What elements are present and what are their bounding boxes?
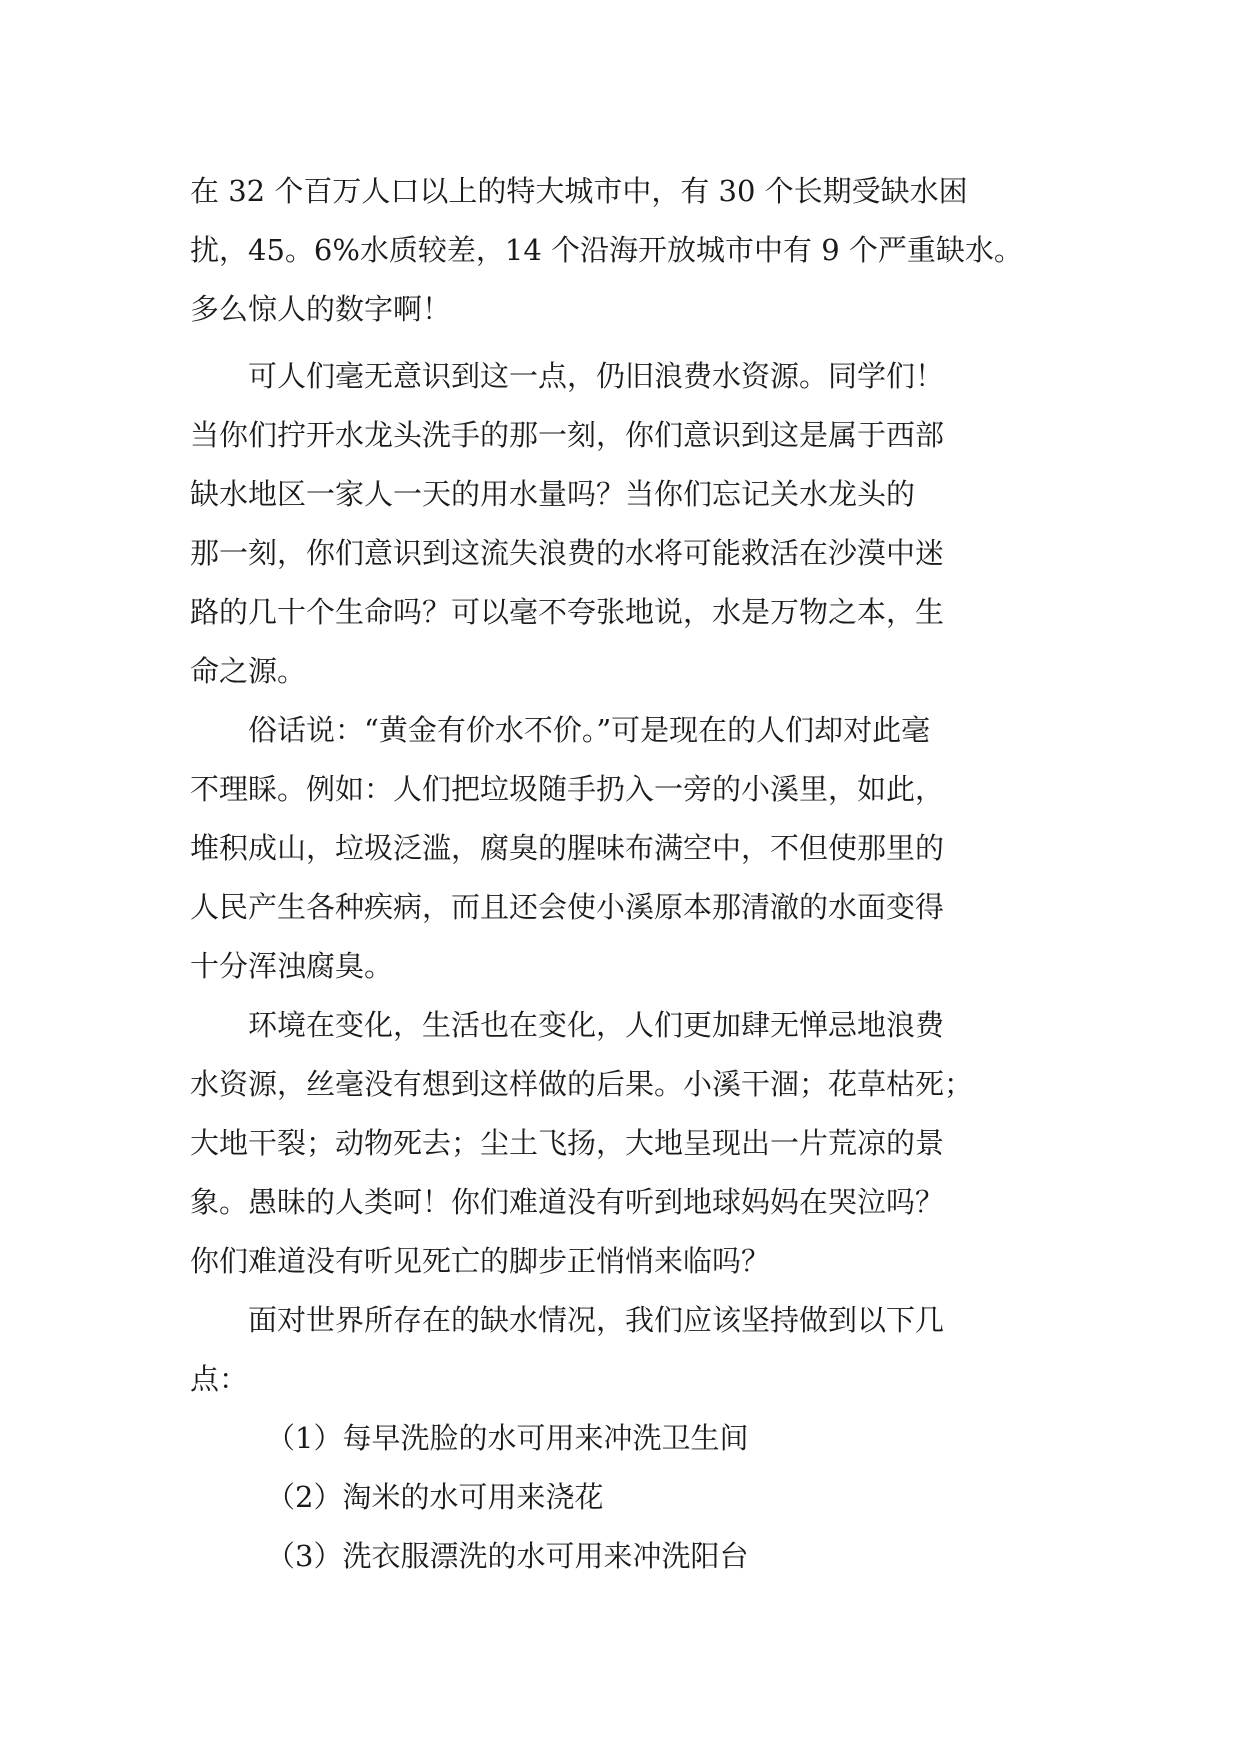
document-body	[190, 162, 1090, 1586]
list-item: （2）淘米的水可用来浇花	[266, 1480, 604, 1514]
text-line: 扰，45。6%水质较差，14 个沿海开放城市中有 9 个严重缺水。	[190, 233, 1023, 267]
paragraph	[190, 1291, 1090, 1409]
list-item: （1）每早洗脸的水可用来冲洗卫生间	[266, 1421, 749, 1455]
paragraph	[190, 701, 1090, 996]
paragraph	[190, 996, 1090, 1291]
paragraph	[190, 347, 1090, 701]
text-line: 堆积成山，垃圾泛滥，腐臭的腥味布满空中，不但使那里的	[190, 831, 945, 865]
text-line: 环境在变化，生活也在变化，人们更加肆无惮忌地浪费	[248, 1008, 945, 1042]
text-line: 在 32 个百万人口以上的特大城市中，有 30 个长期受缺水困	[190, 174, 968, 208]
text-line: 面对世界所存在的缺水情况，我们应该坚持做到以下几	[248, 1303, 945, 1337]
text-line: 你们难道没有听见死亡的脚步正悄悄来临吗？	[190, 1244, 771, 1278]
numbered-list	[190, 1409, 1090, 1586]
text-line: 缺水地区一家人一天的用水量吗？当你们忘记关水龙头的	[190, 477, 916, 511]
list-item: （3）洗衣服漂洗的水可用来冲洗阳台	[266, 1539, 749, 1573]
text-line: 路的几十个生命吗？可以毫不夸张地说，水是万物之本，生	[190, 595, 945, 629]
text-line: 人民产生各种疾病，而且还会使小溪原本那清澈的水面变得	[190, 890, 945, 924]
paragraph	[190, 162, 1090, 339]
text-line: 水资源，丝毫没有想到这样做的后果。小溪干涸；花草枯死；	[190, 1067, 974, 1101]
text-line: 多么惊人的数字啊！	[190, 292, 452, 326]
text-line: 十分浑浊腐臭。	[190, 949, 394, 983]
text-line: 俗话说：“黄金有价水不价。”可是现在的人们却对此毫	[248, 713, 931, 747]
text-line: 大地干裂；动物死去；尘土飞扬，大地呈现出一片荒凉的景	[190, 1126, 945, 1160]
text-line: 命之源。	[190, 654, 307, 688]
text-line: 不理睬。例如：人们把垃圾随手扔入一旁的小溪里，如此，	[190, 772, 945, 806]
text-line: 那一刻，你们意识到这流失浪费的水将可能救活在沙漠中迷	[190, 536, 945, 570]
text-line: 可人们毫无意识到这一点，仍旧浪费水资源。同学们！	[248, 359, 945, 393]
text-line: 象。愚昧的人类呵！你们难道没有听到地球妈妈在哭泣吗？	[190, 1185, 945, 1219]
text-line: 当你们拧开水龙头洗手的那一刻，你们意识到这是属于西部	[190, 418, 945, 452]
text-line: 点：	[190, 1362, 249, 1396]
